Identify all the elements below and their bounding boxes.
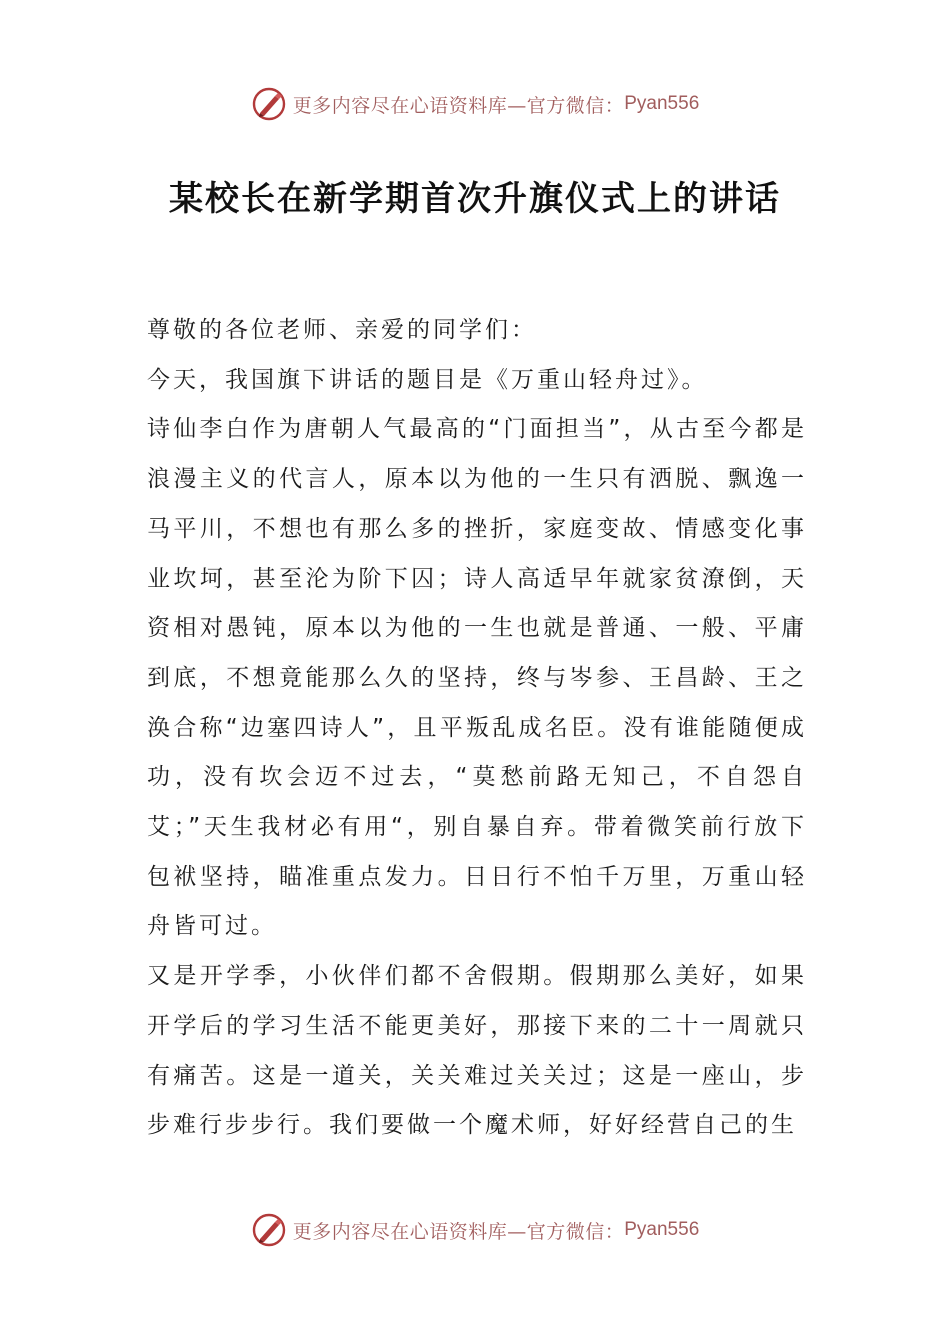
pen-logo-icon [251,1212,287,1248]
document-body [147,306,807,1151]
pen-logo-icon [251,86,287,122]
document-title: 某校长在新学期首次升旗仪式上的讲话 [169,179,781,219]
footer-banner[interactable] [0,1210,950,1250]
footer-banner-text: 更多内容尽在心语资料库—官方微信： [292,1220,625,1243]
paragraph-new-semester: 又是开学季，小伙伴们都不舍假期。假期那么美好，如果开学后的学习生活不能更美好，那接下来的二十一周就只有痛苦。这是一道关，关关难过关关过；这是一座山，步步难行步步行。我们要做一个魔术师，好好经营自己的生 [147,963,807,1139]
header-banner-text: 更多内容尽在心语资料库—官方微信： [292,94,625,117]
paragraph-salutation: 尊敬的各位老师、亲爱的同学们： [147,317,537,343]
footer-banner-wechat-id: Pyan556 [624,1219,700,1240]
paragraph-topic: 今天，我国旗下讲话的题目是《万重山轻舟过》。 [147,366,708,393]
header-banner[interactable] [0,84,950,124]
paragraph-poets: 诗仙李白作为唐朝人气最高的“门面担当”，从古至今都是浪漫主义的代言人，原本以为他的一生只有洒脱、飘逸一马平川，不想也有那么多的挫折，家庭变故、情感变化事业坎坷，甚至沦为阶下囚；诗人高适早年就家贫潦倒，天资相对愚钝，原本以为他的一生也就是普通、一般、平庸到底，不想竟能那么久的坚持，终与岑参、王昌龄、王之涣合称“边塞四诗人”，且平叛乱成名臣。没有谁能随便成功，没有坎会迈不过去，“莫愁前路无知己，不自怨自艾；”天生我材必有用“，别自暴自弃。带着微笑前行放下包袱坚持，瞄准重点发力。日日行不怕千万里，万重山轻舟皆可过。 [147,416,807,940]
header-banner-wechat-id: Pyan556 [624,93,700,114]
